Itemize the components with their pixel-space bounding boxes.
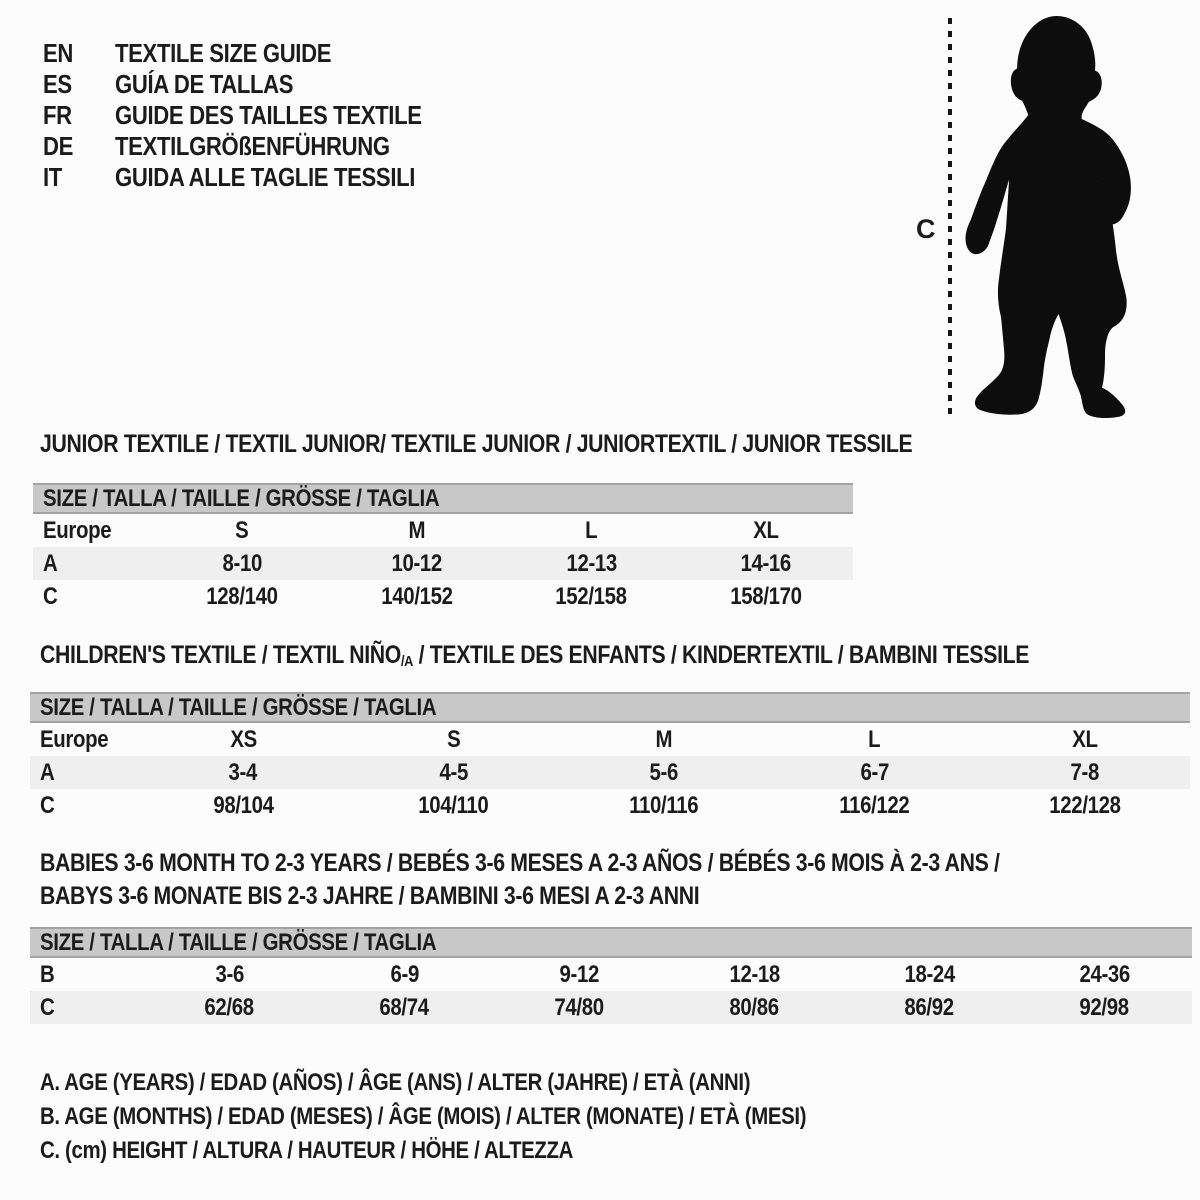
legend-age-years: A. AGE (YEARS) / EDAD (AÑOS) / ÂGE (ANS) / ALTER (JAHRE) / ETÀ (ANNI): [40, 1069, 751, 1096]
children-size-header-band: SIZE / TALLA / TAILLE / GRÖSSE / TAGLIA: [30, 692, 1190, 723]
babies-section-title-line2: BABYS 3-6 MONATE BIS 2-3 JAHRE / BAMBINI 3-6 MESI A 2-3 ANNI: [40, 882, 700, 910]
toddler-silhouette-icon: [962, 14, 1142, 418]
legend-height-cm: C. (cm) HEIGHT / ALTURA / HAUTEUR / HÖHE / ALTEZZA: [40, 1137, 574, 1164]
language-row-en: [43, 38, 476, 69]
table-row-europe: Europe S M L XL: [33, 514, 853, 547]
children-size-table: [30, 692, 1190, 822]
language-title-list: [43, 38, 476, 193]
junior-size-header-band: SIZE / TALLA / TAILLE / GRÖSSE / TAGLIA: [33, 483, 853, 514]
height-dashed-line: [948, 18, 952, 417]
row-label: C: [40, 791, 55, 819]
guide-title-it: GUIDA ALLE TAGLIE TESSILI: [115, 162, 416, 192]
guide-title-fr: GUIDE DES TAILLES TEXTILE: [115, 100, 422, 130]
language-row-es: [43, 69, 476, 100]
language-code: IT: [43, 162, 62, 192]
language-code: DE: [43, 131, 74, 161]
language-row-it: [43, 162, 476, 193]
babies-section-title-line1: BABIES 3-6 MONTH TO 2-3 YEARS / BEBÉS 3-6 MESES A 2-3 AÑOS / BÉBÉS 3-6 MOIS À 2-3 ANS /: [40, 849, 1000, 877]
language-row-fr: [43, 100, 476, 131]
row-label: Europe: [40, 725, 109, 753]
table-row-age-months: B 3-6 6-9 9-12 12-18 18-24 24-36: [30, 958, 1192, 991]
guide-title-en: TEXTILE SIZE GUIDE: [115, 38, 332, 68]
legend-age-months: B. AGE (MONTHS) / EDAD (MESES) / ÂGE (MOIS) / ALTER (MONATE) / ETÀ (MESI): [40, 1103, 807, 1130]
language-code: FR: [43, 100, 72, 130]
babies-size-header-band: SIZE / TALLA / TAILLE / GRÖSSE / TAGLIA: [30, 927, 1192, 958]
row-label: C: [40, 993, 55, 1021]
table-row-height: C 98/104 104/110 110/116 116/122 122/128: [30, 789, 1190, 822]
row-label: A: [40, 758, 55, 786]
guide-title-de: TEXTILGRÖßENFÜHRUNG: [115, 131, 390, 161]
junior-size-table: [33, 483, 853, 613]
language-code: ES: [43, 69, 72, 99]
nino-a-subscript: /A: [400, 653, 414, 671]
row-label: C: [43, 582, 58, 610]
junior-section-title: JUNIOR TEXTILE / TEXTIL JUNIOR/ TEXTILE JUNIOR / JUNIORTEXTIL / JUNIOR TESSILE: [40, 430, 913, 458]
language-code: EN: [43, 38, 74, 68]
row-label: B: [40, 960, 55, 988]
table-row-height: C 128/140 140/152 152/158 158/170: [33, 580, 853, 613]
row-label: Europe: [43, 516, 112, 544]
height-measure-label: C: [916, 214, 936, 244]
table-row-height: C 62/68 68/74 74/80 80/86 86/92 92/98: [30, 991, 1192, 1024]
children-section-title: CHILDREN'S TEXTILE / TEXTIL NIÑO/A / TEXTILE DES ENFANTS / KINDERTEXTIL / BAMBINI TESSILE: [40, 641, 1030, 671]
language-row-de: [43, 131, 476, 162]
table-row-europe: Europe XS S M L XL: [30, 723, 1190, 756]
table-row-age-years: A 8-10 10-12 12-13 14-16: [33, 547, 853, 580]
table-row-age-years: A 3-4 4-5 5-6 6-7 7-8: [30, 756, 1190, 789]
row-label: A: [43, 549, 58, 577]
guide-title-es: GUÍA DE TALLAS: [115, 69, 294, 99]
babies-size-table: [30, 927, 1192, 1024]
